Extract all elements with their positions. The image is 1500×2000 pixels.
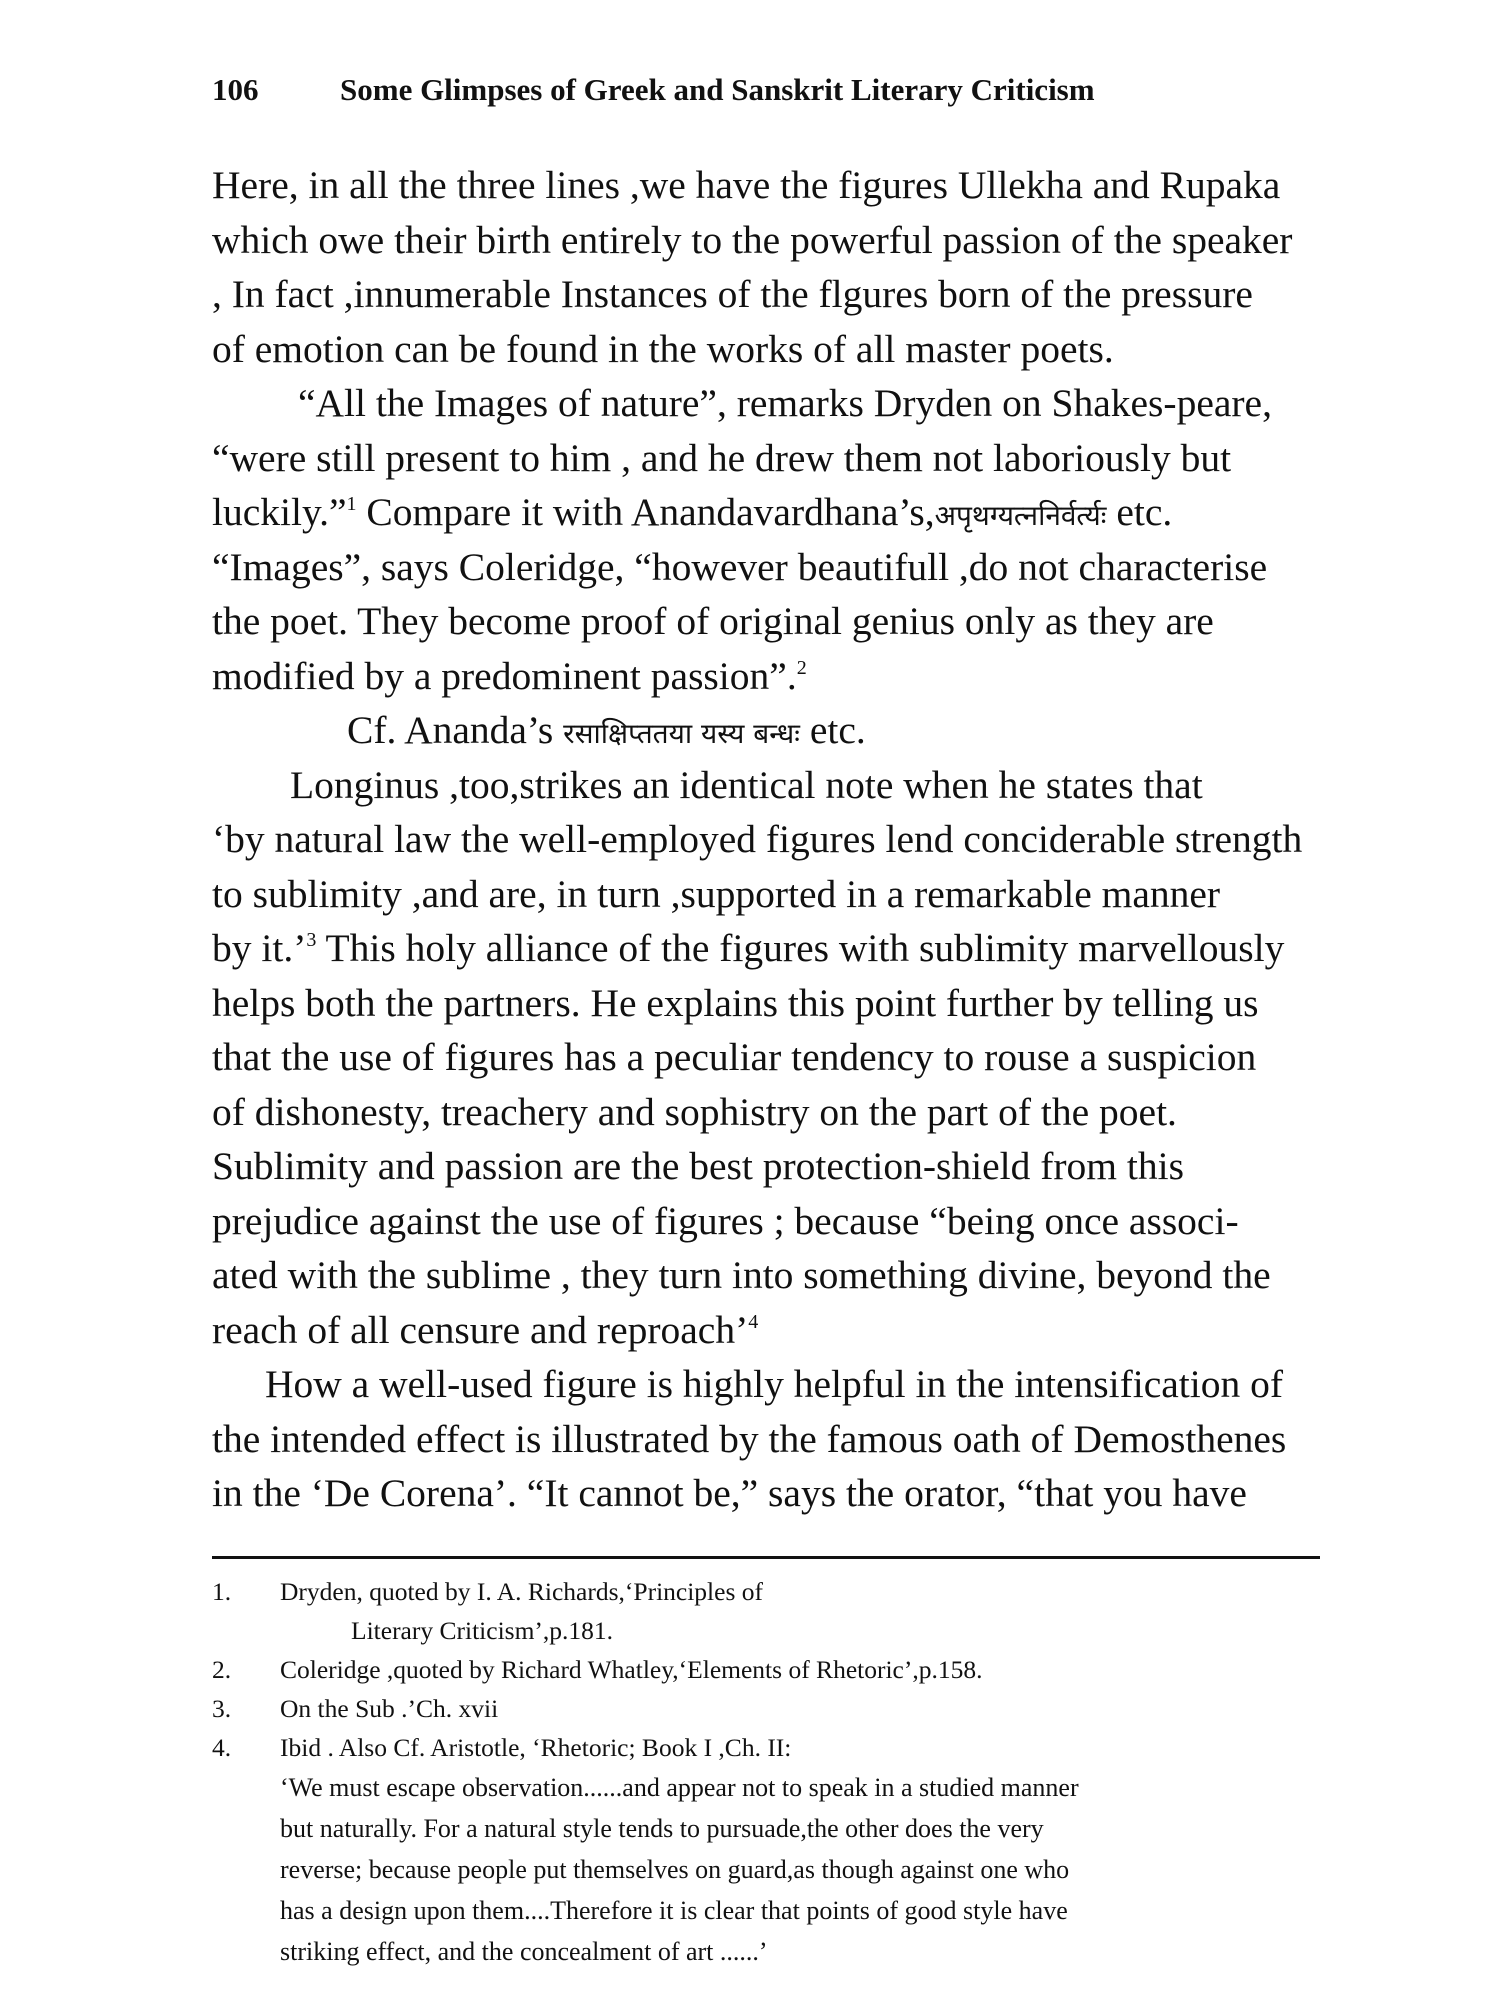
sanskrit-text: अपृथग्यत्ननिर्वर्त्यः <box>934 499 1107 532</box>
quote-line: striking effect, and the concealment of art ......’ <box>280 1937 768 1966</box>
text-line: helps both the partners. He explains this point further by telling us <box>212 980 1259 1025</box>
text-line <box>212 485 1320 540</box>
text-line: that the use of figures has a peculiar tendency to rouse a suspicion <box>212 1035 1257 1079</box>
text-span: reach of all censure and reproach’ <box>212 1307 749 1352</box>
text-line: “Images”, says Coleridge, “however beautifull ,do not characterise <box>212 544 1268 589</box>
footnote-number: 1. <box>212 1577 232 1606</box>
footnotes <box>212 1572 1320 1972</box>
text-span: Compare it with Anandavardhana’s, <box>356 490 935 534</box>
text-line: of dishonesty, treachery and sophistry on the part of the poet. <box>212 1089 1177 1134</box>
text-line: prejudice against the use of figures ; because “being once associ- <box>212 1198 1239 1243</box>
quote-line: has a design upon them....Therefore it is clear that points of good style have <box>280 1896 1068 1925</box>
footnote <box>212 1572 1320 1650</box>
text-line <box>212 921 1320 976</box>
footnote-text: Dryden, quoted by I. A. Richards,‘Principles of <box>280 1577 763 1606</box>
text-line <box>212 1303 1320 1358</box>
footnote <box>212 1728 1320 1972</box>
footnote-text: Literary Criticism’,p.181. <box>351 1616 614 1645</box>
text-line <box>212 649 1320 704</box>
running-header <box>212 72 1312 108</box>
footnote-number: 4. <box>212 1733 232 1762</box>
text-line <box>212 703 1320 758</box>
page-number: 106 <box>212 72 259 107</box>
sanskrit-text: रसाक्षिप्ततया यस्य बन्धः <box>563 717 800 750</box>
text-line: of emotion can be found in the works of all master poets. <box>212 326 1114 371</box>
footnote-divider <box>212 1556 1320 1559</box>
text-line: to sublimity ,and are, in turn ,supported in a remarkable manner <box>212 871 1221 916</box>
quote-line: reverse; because people put themselves on guard,as though against one who <box>280 1855 1070 1884</box>
running-title: Some Glimpses of Greek and Sanskrit Literary Criticism <box>340 72 1095 107</box>
text-line: which owe their birth entirely to the powerful passion of the speaker <box>212 217 1293 262</box>
text-line: in the ‘De Corena’. “It cannot be,” says the orator, “that you have <box>212 1471 1247 1515</box>
footnote-number: 2. <box>212 1655 232 1684</box>
text-line: Here, in all the three lines ,we have the figures Ullekha and Rupaka <box>212 163 1281 207</box>
footnote-text: Ibid . Also Cf. Aristotle, ‘Rhetoric; Book I ,Ch. II: <box>280 1733 792 1762</box>
block-quote <box>280 1767 1320 1972</box>
text-span: This holy alliance of the figures with sublimity marvellously <box>316 926 1285 970</box>
footnote-ref: 1 <box>346 493 357 515</box>
text-line: the intended effect is illustrated by the famous oath of Demosthenes <box>212 1416 1287 1461</box>
text-line: How a well-used figure is highly helpful in the intensification of <box>265 1362 1283 1406</box>
quote-line: ‘We must escape observation......and appear not to speak in a studied manner <box>280 1773 1079 1802</box>
text-line: “All the Images of nature”, remarks Dryden on Shakes-peare, <box>298 381 1272 425</box>
text-span: by it.’ <box>212 926 307 970</box>
text-line: ated with the sublime , they turn into something divine, beyond the <box>212 1253 1271 1297</box>
text-line: , In fact ,innumerable Instances of the flgures born of the pressure <box>212 272 1253 316</box>
body-text <box>212 158 1320 1521</box>
footnote-text: On the Sub .’Ch. xvii <box>280 1694 499 1723</box>
text-line: the poet. They become proof of original genius only as they are <box>212 599 1214 643</box>
text-span: etc. <box>1106 490 1173 534</box>
text-line: Longinus ,too,strikes an identical note when he states that <box>290 762 1203 807</box>
quote-line: but naturally. For a natural style tends to pursuade,the other does the very <box>280 1814 1044 1843</box>
footnote-text: Coleridge ,quoted by Richard Whatley,‘Elements of Rhetoric’,p.158. <box>280 1655 983 1684</box>
text-span: luckily.” <box>212 490 347 534</box>
footnote-ref: 2 <box>796 656 807 679</box>
footnote <box>212 1689 1320 1728</box>
text-line: ‘by natural law the well-employed figures lend conciderable strength <box>212 817 1303 861</box>
footnote-ref: 4 <box>748 1310 759 1333</box>
text-span: Cf. Ananda’s <box>347 708 564 752</box>
text-span: modified by a predominent passion”. <box>212 653 797 698</box>
footnote <box>212 1650 1320 1689</box>
footnote-number: 3. <box>212 1694 232 1723</box>
text-span: etc. <box>799 708 866 752</box>
text-line: Sublimity and passion are the best protection-shield from this <box>212 1144 1184 1188</box>
text-line: “were still present to him , and he drew them not laboriously but <box>212 435 1232 480</box>
footnote-ref: 3 <box>306 929 317 951</box>
